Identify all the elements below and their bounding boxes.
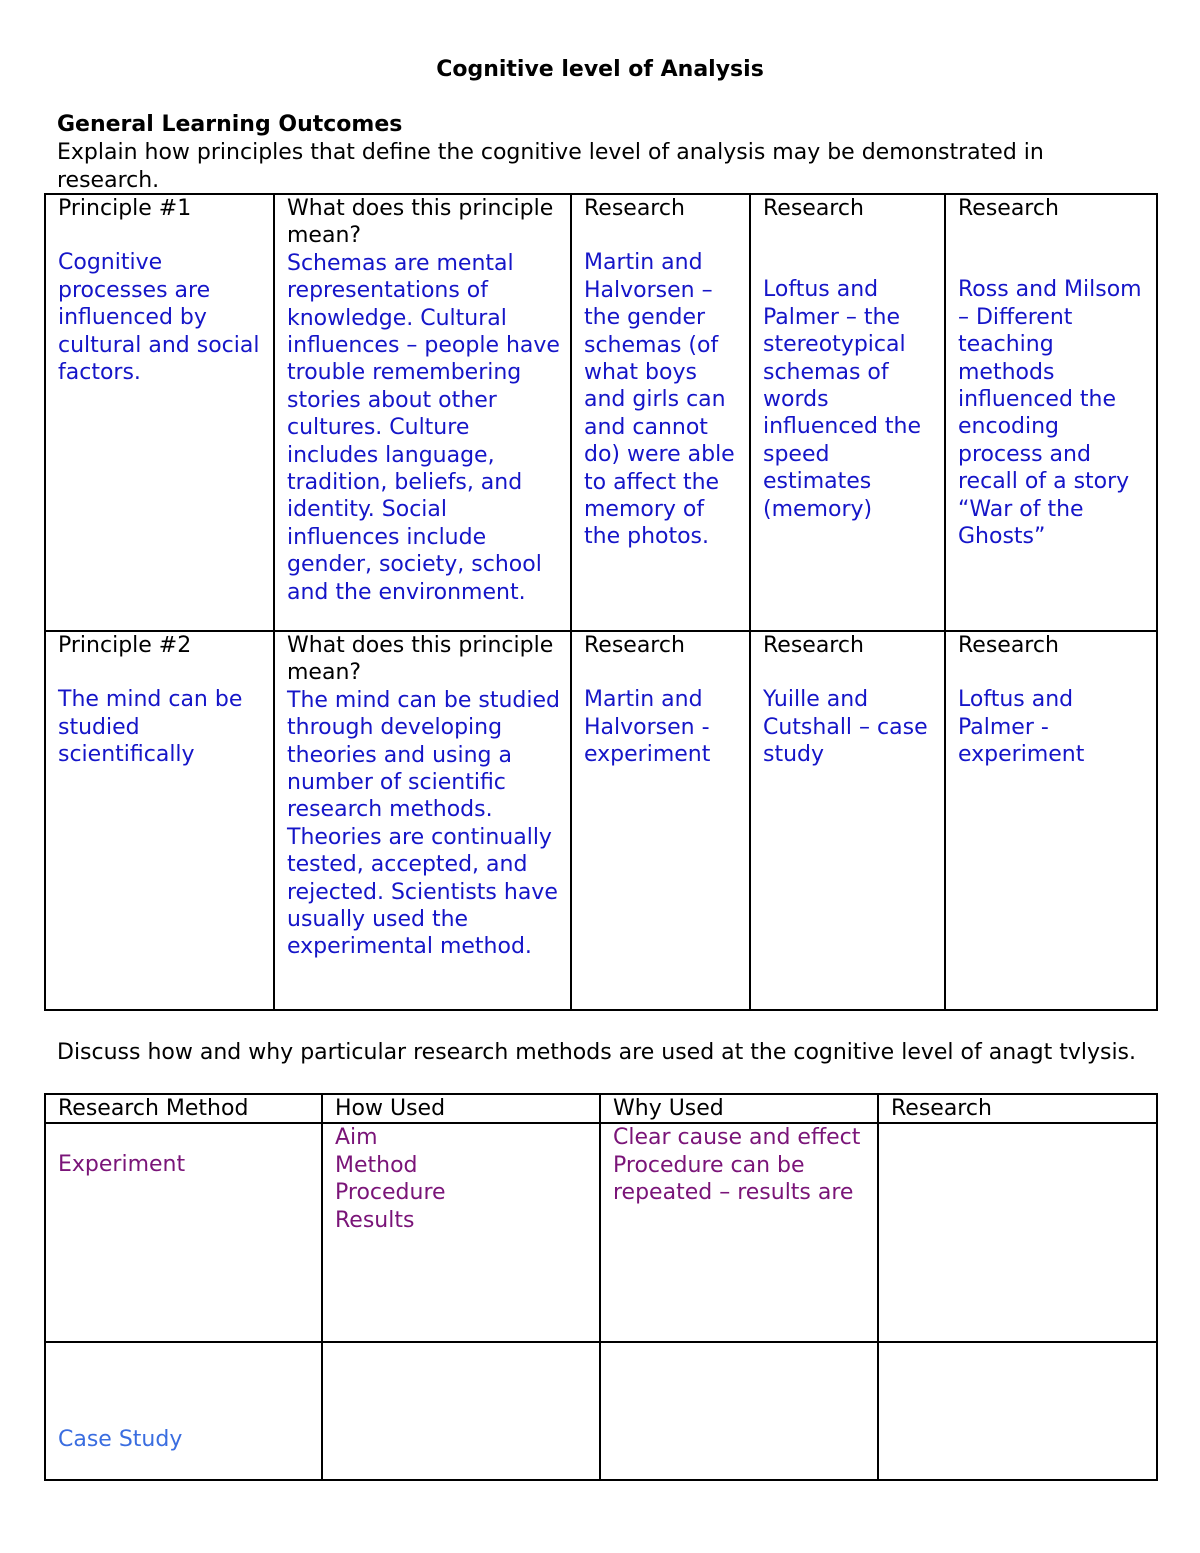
research-label: Research xyxy=(584,633,685,658)
document-title: Cognitive level of Analysis xyxy=(436,57,764,82)
table-row xyxy=(45,1342,1157,1480)
section-heading: General Learning Outcomes xyxy=(57,112,403,137)
research-text: Martin and Halvorsen – the gender schemas (of what boys and girls can and cannot do) were able to affect the memory of the photos. xyxy=(584,250,735,550)
table-header-row xyxy=(45,1094,1157,1123)
why-used-cell xyxy=(600,1342,878,1480)
table-row xyxy=(45,194,1157,631)
meaning-cell xyxy=(274,194,571,631)
principle-text: Cognitive processes are influenced by cultural and social factors. xyxy=(58,250,260,386)
research-text: Yuille and Cutshall – case study xyxy=(763,687,928,768)
meaning-cell xyxy=(274,631,571,1010)
why-used-text: Clear cause and effect Procedure can be repeated – results are xyxy=(613,1125,861,1206)
research-cell xyxy=(750,194,945,631)
meaning-label: What does this principle mean? xyxy=(287,633,554,686)
research-cell xyxy=(945,194,1157,631)
principle-cell xyxy=(45,194,274,631)
meaning-label: What does this principle mean? xyxy=(287,196,554,249)
research-label: Research xyxy=(958,633,1059,658)
principles-table xyxy=(44,193,1158,1011)
research-text: Martin and Halvorsen - experiment xyxy=(584,687,711,768)
how-used-cell xyxy=(322,1123,600,1342)
how-used-cell xyxy=(322,1342,600,1480)
research-label: Research xyxy=(763,633,864,658)
research-cell xyxy=(750,631,945,1010)
research-label: Research xyxy=(763,196,864,221)
table-row xyxy=(45,1123,1157,1342)
research-cell xyxy=(878,1342,1157,1480)
column-header: Research Method xyxy=(45,1094,322,1123)
meaning-text: Schemas are mental representations of knowledge. Cultural influences – people have trouble remembering stories about other cultures. Culture includes language, tradition, beliefs, and identity. Social influences include gender, society, school and the environment. xyxy=(287,250,560,605)
how-used-text: Aim Method Procedure Results xyxy=(335,1125,446,1233)
method-name: Experiment xyxy=(58,1152,186,1178)
research-label: Research xyxy=(958,196,1059,221)
column-header: How Used xyxy=(322,1094,600,1123)
research-cell xyxy=(571,631,750,1010)
principle-cell xyxy=(45,631,274,1010)
research-label: Research xyxy=(584,196,685,221)
method-name: Case Study xyxy=(58,1427,183,1452)
research-text: Ross and Milsom – Different teaching methods influenced the encoding process and recall of a story “War of the Ghosts” xyxy=(958,277,1142,550)
research-cell xyxy=(571,194,750,631)
research-cell xyxy=(878,1123,1157,1342)
methods-table xyxy=(44,1093,1158,1481)
learning-outcome-text: Explain how principles that define the cognitive level of analysis may be demonstrated in research. xyxy=(57,140,1044,193)
column-header: Research xyxy=(878,1094,1157,1123)
discuss-text: Discuss how and why particular research methods are used at the cognitive level of anagt tvlysis. xyxy=(57,1040,1137,1065)
principle-label: Principle #2 xyxy=(58,633,192,658)
method-cell xyxy=(45,1342,322,1480)
meaning-text: The mind can be studied through developing theories and using a number of scientific research methods. Theories are continually tested, accepted, and rejected. Scientists have usually used the experimental method. xyxy=(287,687,560,960)
why-used-cell xyxy=(600,1123,878,1342)
table-row xyxy=(45,631,1157,1010)
research-text: Loftus and Palmer - experiment xyxy=(958,687,1085,768)
principle-text: The mind can be studied scientifically xyxy=(58,687,243,768)
research-text: Loftus and Palmer – the stereotypical schemas of words influenced the speed estimates (memory) xyxy=(763,277,922,522)
research-cell xyxy=(945,631,1157,1010)
method-cell xyxy=(45,1123,322,1342)
column-header: Why Used xyxy=(600,1094,878,1123)
principle-label: Principle #1 xyxy=(58,196,192,221)
